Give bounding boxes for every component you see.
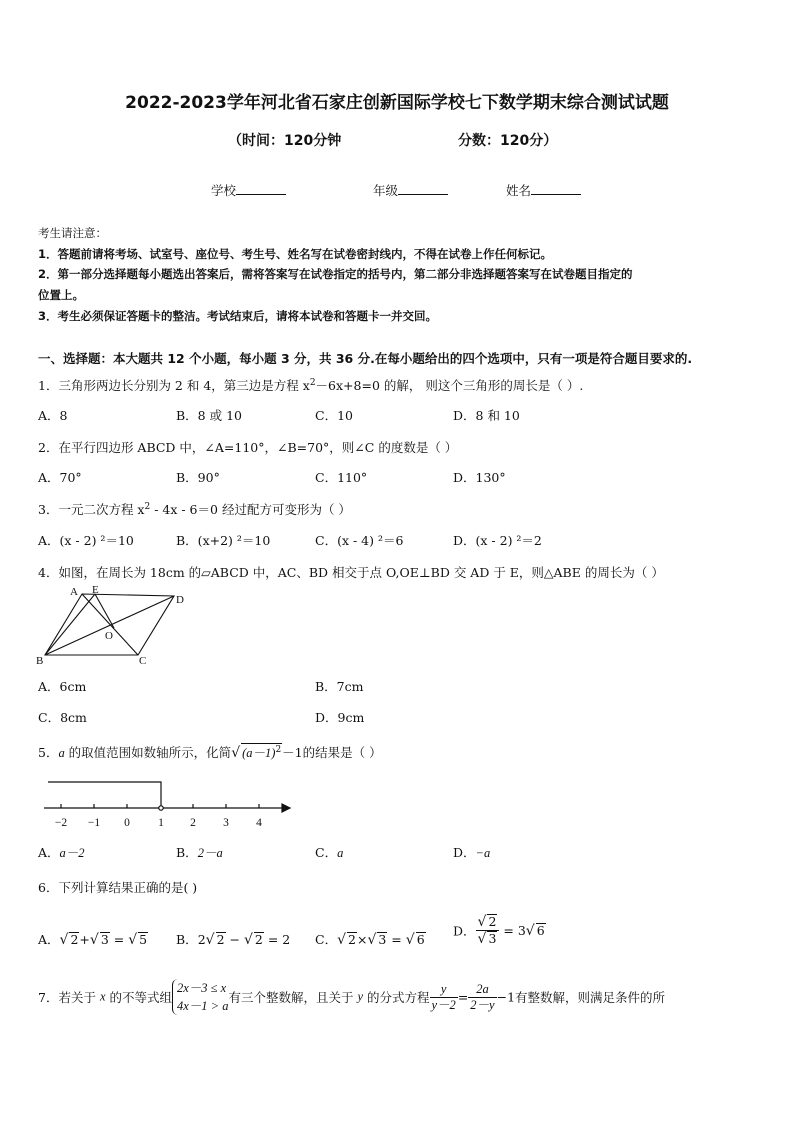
label-o: O [105, 630, 113, 642]
tick-label: 4 [256, 817, 262, 829]
label-e: E [92, 584, 99, 596]
section-heading: 一、选择题：本大题共 12 个小题，每小题 3 分，共 36 分.在每小题给出的四个选项中，只有一项是符合题目要求的. [38, 351, 693, 366]
tick-label: 0 [124, 817, 130, 829]
question-4: 4．如图，在周长为 18cm 的▱ABCD 中，AC、BD 相交于点 O,OE⊥BD 交 AD 于 E，则△ABE 的周长为（ ） [38, 565, 664, 580]
tick-label: 3 [223, 817, 229, 829]
q3-option-c: C．(x - 4) ²＝6 [315, 533, 404, 548]
q6-option-c: C．√ 2×√ 3 = √ 6 [315, 932, 425, 948]
notes-heading: 考生请注意： [38, 226, 107, 240]
q3-option-d: D．(x - 2) ²＝2 [453, 533, 542, 548]
question-3: 3．一元二次方程 $x^2 - 4x - 6=0$ 经过配方可变形为（ ） [38, 501, 351, 517]
question-1: 1．三角形两边长分别为 2 和 4，第三边是方程 $x^2-6x+8=0$ 的解， 则这个三角形的周长是（ ）. [38, 377, 584, 393]
tick-label: −1 [87, 817, 101, 829]
question-6: 6．下列计算结果正确的是( ) [38, 880, 198, 895]
q1-option-a: A．8 [38, 408, 68, 423]
tick-label: 1 [158, 817, 164, 829]
q1-option-c: C．10 [315, 408, 353, 423]
q4-option-c: C．8cm [38, 710, 87, 725]
q2-option-c: C．110° [315, 470, 368, 485]
note-1: 1．答题前请将考场、试室号、座位号、考生号、姓名写在试卷密封线内，不得在试卷上作任何标记。 [38, 247, 552, 261]
q2-option-b: B．90° [176, 470, 220, 485]
segment-be [45, 594, 95, 655]
exam-title: 2022-2023学年河北省石家庄创新国际学校七下数学期末综合测试试题 [125, 93, 669, 113]
q5-option-a: A．a－2 [38, 845, 85, 860]
q5-option-b: B．2－a [176, 845, 223, 860]
diagonal-bd [45, 596, 174, 655]
range-bracket [48, 782, 161, 806]
diagonal-ac [82, 594, 138, 655]
q5-option-c: C．a [315, 845, 344, 860]
open-point [159, 806, 163, 810]
q4-option-d: D．9cm [315, 710, 365, 725]
tick-label: 2 [190, 817, 196, 829]
q3-option-a: A．(x - 2) ²＝10 [38, 533, 134, 548]
label-d: D [176, 594, 184, 606]
label-c: C [139, 655, 147, 667]
q1-option-d: D．8 和 10 [453, 408, 520, 423]
q5-option-d: D．−a [453, 845, 491, 860]
tick-label: −2 [54, 817, 68, 829]
question-2: 2．在平行四边形 ABCD 中，∠A=110°，∠B=70°，则∠C 的度数是（ ） [38, 440, 458, 455]
label-b: B [36, 655, 44, 667]
school-field: 学校 [211, 181, 286, 199]
q1-option-b: B．8 或 10 [176, 408, 242, 423]
note-2b: 位置上。 [38, 288, 84, 302]
axis-arrow [282, 804, 290, 812]
parallelogram-figure [34, 584, 194, 670]
q2-option-a: A．70° [38, 470, 82, 485]
number-line [38, 775, 298, 833]
q3-option-b: B．(x+2) ²＝10 [176, 533, 271, 548]
note-2a: 2．第一部分选择题每小题选出答案后，需将答案写在试卷指定的括号内，第二部分非选择题答案写在试卷题目指定的 [38, 267, 633, 281]
label-a: A [70, 586, 78, 598]
q6-option-a: A．√ 2+√ 3 = √ 5 [38, 932, 148, 948]
note-3: 3．考生必须保证答题卡的整洁。考试结束后，请将本试卷和答题卡一并交回。 [38, 309, 437, 323]
exam-score: 分数：120分） [458, 133, 558, 149]
q6-option-b: B．2√ 2 − √ 2 = 2 [176, 932, 291, 948]
q4-option-a: A．6cm [38, 679, 87, 694]
q4-option-b: B．7cm [315, 679, 364, 694]
name-field: 姓名 [506, 181, 581, 199]
exam-time: （时间：120分钟 [228, 133, 342, 149]
q2-option-d: D．130° [453, 470, 506, 485]
question-5: 5．a 的取值范围如数轴所示，化简√ $(a-1)^2-1$的结果是（ ） [38, 745, 382, 762]
q6-option-d: D． $\frac{√ 2}{√ 3}$ = 3√ 6 [453, 914, 545, 947]
grade-field: 年级 [373, 181, 448, 199]
question-7: 7．若关于 x 的不等式组 2x－3 ≤ x 4x－1 > a 有三个整数解，且关于 y 的分式方程 $\frac{y}{y-2}$ = $\frac{2a}{2-y}$ −1有整数解，则满足条件的所 [38, 981, 666, 1013]
